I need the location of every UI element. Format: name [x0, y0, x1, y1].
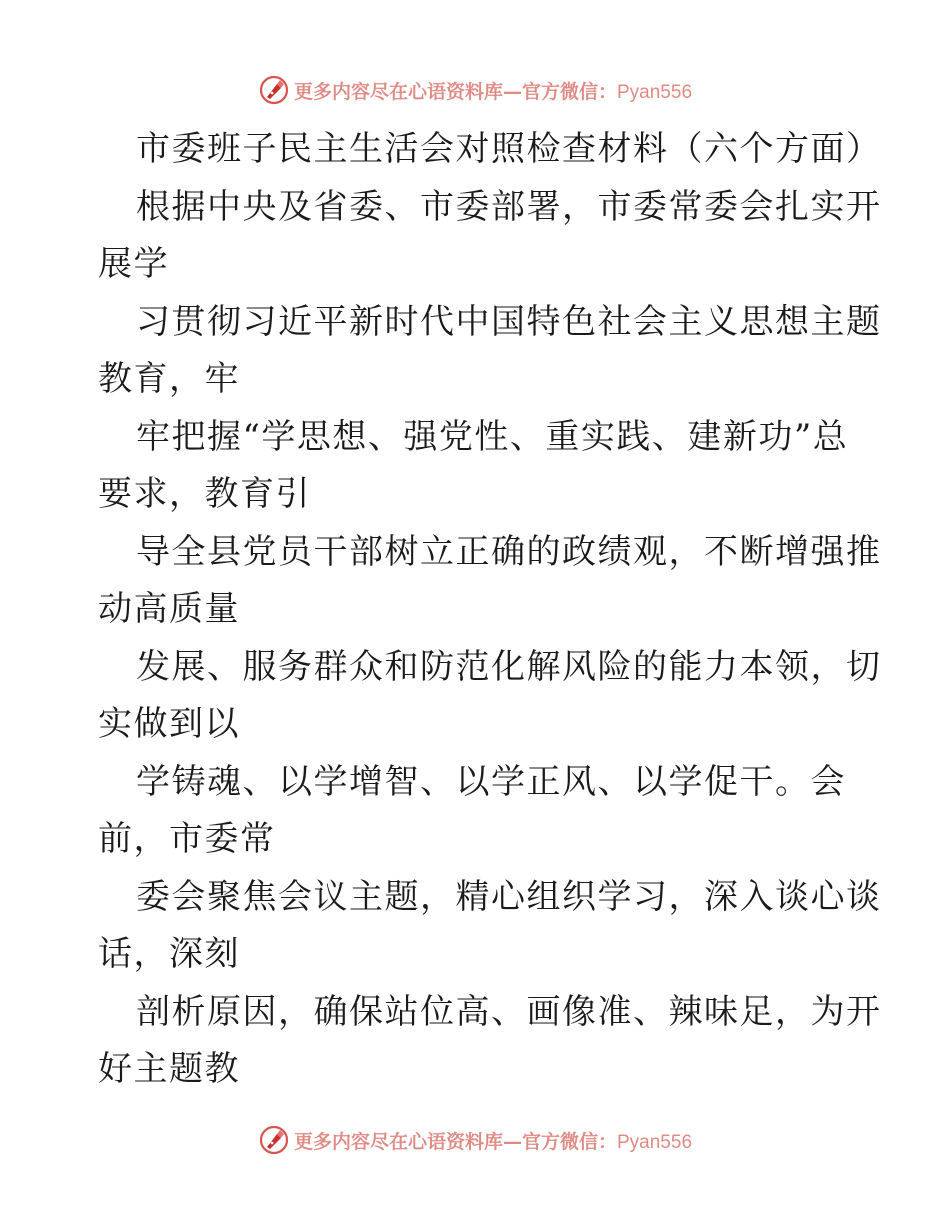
text-line: 话，深刻	[98, 934, 240, 974]
text-line: 学铸魂、以学增智、以学正风、以学促干。会	[136, 761, 846, 802]
text-line: 牢把握“学思想、强党性、重实践、建新功”总	[136, 416, 849, 457]
footer-watermark	[0, 1120, 950, 1160]
text-line: 市委班子民主生活会对照检查材料（六个方面）	[136, 129, 882, 169]
text-line: 发展、服务群众和防范化解风险的能力本领，切	[136, 646, 882, 687]
text-line: 剖析原因，确保站位高、画像准、辣味足，为开	[136, 991, 882, 1032]
pen-nib-logo-icon	[258, 74, 290, 106]
text-line: 导全县党员干部树立正确的政绩观，不断增强推	[136, 531, 882, 572]
text-line: 展学	[98, 244, 169, 284]
watermark-text: 更多内容尽在心语资料库—官方微信：Pyan556	[293, 80, 693, 103]
watermark-text: 更多内容尽在心语资料库—官方微信：Pyan556	[293, 1130, 693, 1153]
header-watermark	[0, 70, 950, 110]
text-line: 要求，教育引	[98, 474, 311, 514]
document-body	[98, 121, 882, 1099]
text-line: 根据中央及省委、市委部署，市委常委会扎实开	[136, 186, 882, 227]
text-line: 实做到以	[98, 704, 240, 744]
text-line: 习贯彻习近平新时代中国特色社会主义思想主题	[136, 301, 882, 342]
text-line: 前，市委常	[98, 819, 276, 859]
text-line: 委会聚焦会议主题，精心组织学习，深入谈心谈	[136, 876, 882, 917]
text-line: 教育，牢	[98, 359, 240, 399]
text-line: 动高质量	[98, 589, 240, 629]
text-line: 好主题教	[98, 1049, 240, 1089]
pen-nib-logo-icon	[258, 1124, 290, 1156]
